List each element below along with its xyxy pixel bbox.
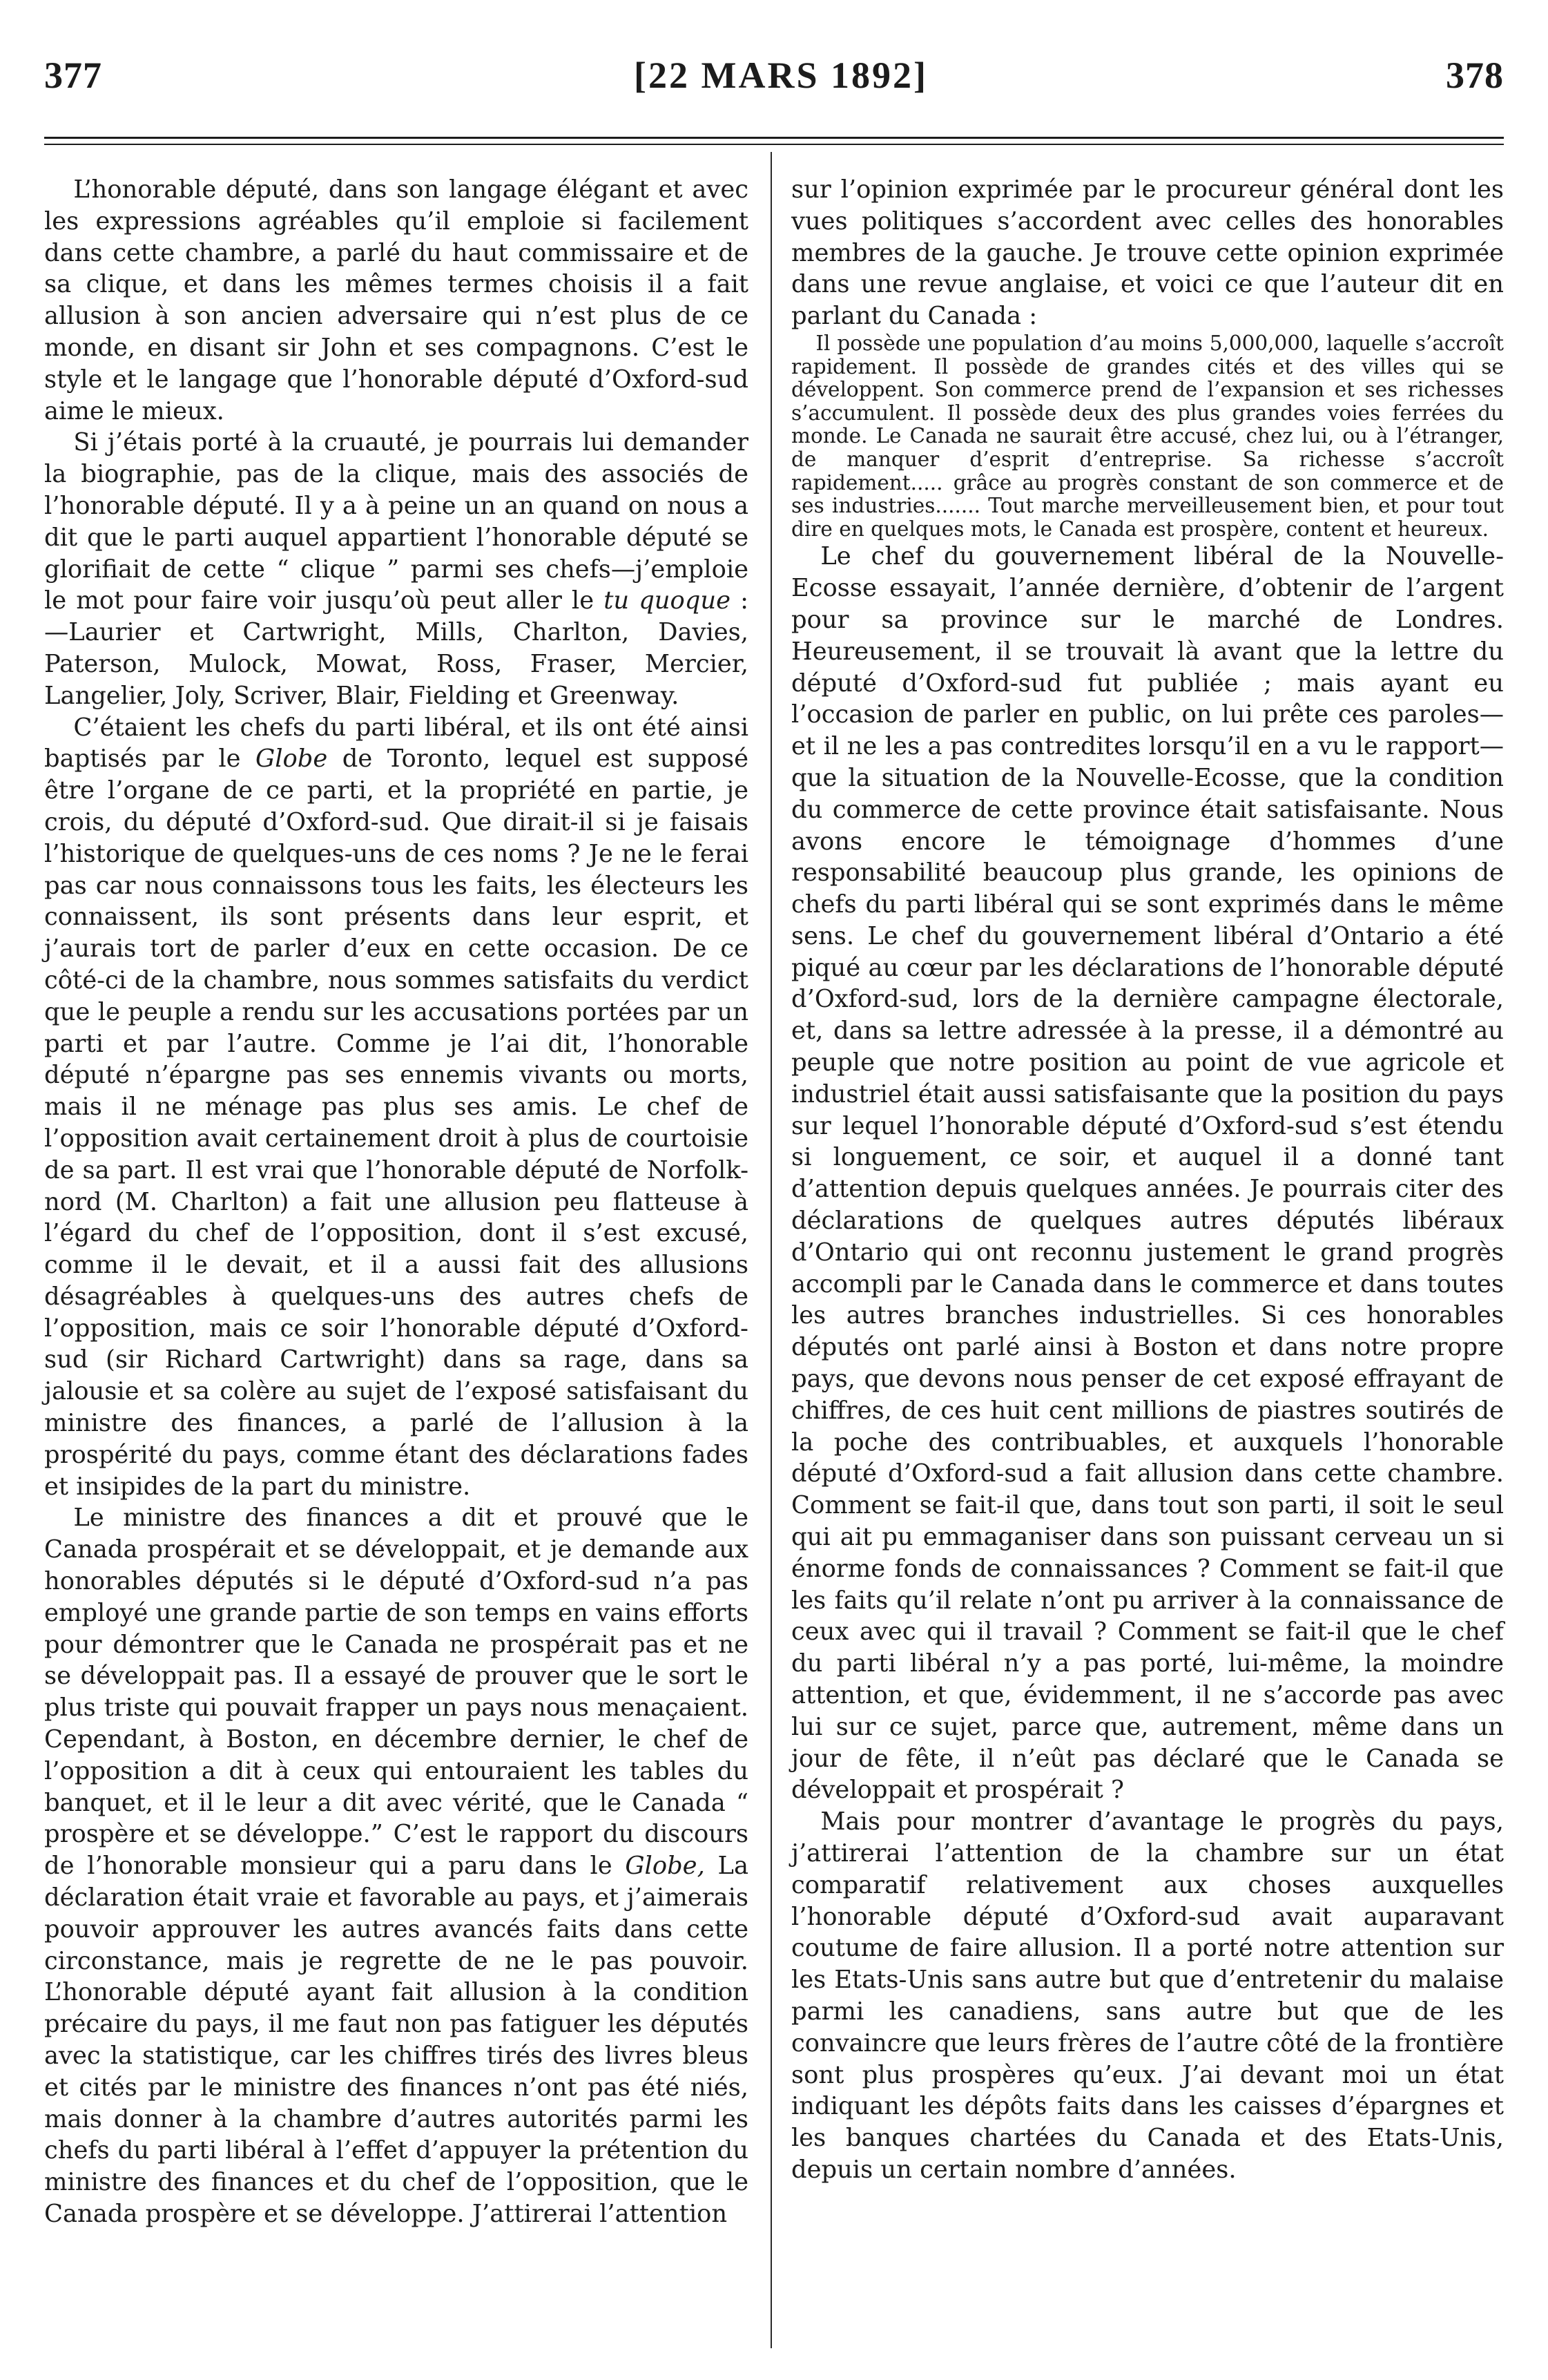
paragraph-text: :—Laurier et Cartwright, Mills, Charlton, Davies, Paterson, Mulock, Mowat, Ross, Fraser, Mercier, Langelier, Joly, Scriver, Blair, Fielding et Greenway. bbox=[44, 586, 748, 710]
paragraph bbox=[44, 427, 748, 711]
header-rule bbox=[44, 137, 1504, 139]
column-divider bbox=[771, 152, 772, 2348]
paragraph: L’honorable député, dans son langage élégant et avec les expressions agréables qu’il emploie si facilement dans cette chambre, a parlé du haut commissaire et de sa clique, et dans les mêmes termes choisis il a fait allusion à son ancien adversaire qui n’est plus de ce monde, en disant sir John et ses compagnons. C’est le style et le langage que l’honorable député d’Oxford-sud aime le mieux. bbox=[44, 175, 748, 425]
paragraph-text: Le ministre des finances a dit et prouvé que le Canada prospérait et se développait, et je demande aux honorables députés si le député d’Oxford-sud n’a pas employé une grande partie de son temps en vains efforts pour démontrer que le Canada ne prospérait pas et ne se développait pas. Il a essayé de prouver que le sort le plus triste qui pouvait frapper un pays nous menaçaient. Cependant, à Boston, en décembre dernier, le chef de l’opposition a dit à ceux qui entouraient les tables du banquet, et il le leur a dit avec vérité, que le Canada “ prospère et se développe.” C’est le rapport du discours de l’honorable monsieur qui a paru dans le bbox=[44, 1504, 748, 1881]
paragraph: sur l’opinion exprimée par le procureur général dont les vues politiques s’accordent avec celles des honorables membres de la gauche. Je trouve cette opinion exprimée dans une revue anglaise, et voici ce que l’auteur dit en parlant du Canada : bbox=[791, 175, 1504, 331]
paragraph bbox=[44, 712, 748, 1503]
paragraph-text: de Toronto, lequel est supposé être l’organe de ce parti, et la propriété en partie, je crois, du député d’Oxford-sud. Que dirait-il si je faisais l’historique de quelques-uns de ces noms ? Je ne le ferai pas car nous connaissons tous les faits, les électeurs les connaissent, ils sont présents dans leur esprit, et j’aurais tort de parler d’eux en cette occasion. De ce côté-ci de la chambre, nous sommes satisfaits du verdict que le peuple a rendu sur les accusations portées par un parti et par l’autre. Comme je l’ai dit, l’honorable député n’épargne pas ses ennemis vivants ou morts, mais il ne ménage pas plus ses amis. Le chef de l’opposition avait certainement droit à plus de courtoisie de sa part. Il est vrai que l’honorable député de Norfolk-nord (M. Charlton) a fait une allusion peu flatteuse à l’égard du chef de l’opposition, dont il s’est excusé, comme il le devait, et il a aussi fait des allusions désagréables à quelques-uns des autres chefs de l’opposition, mais ce soir l’honorable député d’Oxford-sud (sir Richard Cartwright) dans sa rage, dans sa jalousie et sa colère au sujet de l’exposé satisfaisant du ministre des finances, a parlé de l’allusion à la prospérité du pays, comme étant des déclarations fades et insipides de la part du ministre. bbox=[44, 745, 748, 1501]
newspaper-name: Globe bbox=[255, 745, 328, 774]
page-number-left: 377 bbox=[44, 55, 102, 96]
paragraph-text: Si j’étais porté à la cruauté, je pourrais lui demander la biographie, pas de la clique, mais des associés de l’honorable député. Il y a à peine un an quand on nous a dit que le parti auquel appartient l’honorable député se glorifiait de cette “ clique ” parmi ses chefs—j’emploie le mot pour faire voir jusqu’où peut aller le bbox=[44, 428, 748, 615]
page-date-header: [22 MARS 1892] bbox=[634, 55, 928, 96]
paragraph-text: C’étaient les chefs du parti libéral, et ils ont été ainsi baptisés par le bbox=[44, 713, 748, 774]
paragraph: Le chef du gouvernement libéral de la Nouvelle-Ecosse essayait, l’année dernière, d’obtenir de l’argent pour sa province sur le marché de Londres. Heureusement, il se trouvait là avant que la lettre du député d’Oxford-sud fut publiée ; mais ayant eu l’occasion de parler en public, on lui prête ces paroles—et il ne les a pas contredites lorsqu’il en a vu le rapport—que la situation de la Nouvelle-Ecosse, que la condition du commerce de cette province était satisfaisante. Nous avons encore le témoignage d’hommes d’une responsabilité beaucoup plus grande, les opinions de chefs du parti libéral qui se sont exprimés dans le même sens. Le chef du gouvernement libéral d’Ontario a été piqué au cœur par les déclarations de l’honorable député d’Oxford-sud, lors de la dernière campagne électorale, et, dans sa lettre adressée à la presse, il a démontré au peuple que notre position au point de vue agricole et industriel était aussi satisfaisante que la position du pays sur lequel l’honorable député d’Oxford-sud s’est étendu si longuement, ce soir, et auquel il a donné tant d’attention depuis quelques années. Je pourrais citer des déclarations de quelques autres députés libéraux d’Ontario qui ont reconnu justement le grand progrès accompli par le Canada dans le commerce et dans toutes les autres branches industrielles. Si ces honorables députés ont parlé ainsi à Boston et dans notre propre pays, que devons nous penser de cet exposé effrayant de chiffres, de ces huit cent millions de piastres soutirés de la poche des contribuables, et auxquels l’honorable député d’Oxford-sud a fait allusion dans cette chambre. Comment se fait-il que, dans tout son parti, il soit le seul qui ait pu emmaganiser dans son puissant cerveau un si énorme fonds de connaissances ? Comment se fait-il que les faits qu’il relate n’ont pu arriver à la connaissance de ceux avec qui il travail ? Comment se fait-il que le chef du parti libéral n’y a pas porté, lui-même, la moindre attention, et que, évidemment, il ne s’accorde pas avec lui sur ce sujet, parce que, autrement, même dans un jour de fête, il n’eût pas déclaré que le Canada se développait et prospérait ? bbox=[791, 542, 1504, 1805]
paragraph bbox=[44, 1502, 748, 2229]
left-column bbox=[44, 174, 748, 2230]
paragraph-text: La déclaration était vraie et favorable au pays, et j’aimerais pouvoir approuver les autres avancés faits dans cette circonstance, mais je regrette de ne le pas pouvoir. L’honorable député ayant fait allusion à la condition précaire du pays, il me faut non pas fatiguer les députés avec la statistique, car les chiffres tirés des livres bleus et cités par le ministre des finances n’ont pas été niés, mais donner à la chambre d’autres autorités parmi les chefs du parti libéral à l’effet d’appuyer la prétention du ministre des finances et du chef de l’opposition, que le Canada prospère et se développe. J’attirerai l’attention bbox=[44, 1852, 749, 2228]
right-column bbox=[791, 174, 1504, 2186]
paragraph: Mais pour montrer d’avantage le progrès du pays, j’attirerai l’attention de la chambre sur un état comparatif relativement aux choses auxquelles l’honorable député d’Oxford-sud avait auparavant coutume de faire allusion. Il a porté notre attention sur les Etats-Unis sans autre but que d’entretenir du malaise parmi les canadiens, sans autre but que de les convaincre que leurs frères de l’autre côté de la frontière sont plus prospères qu’eux. J’ai devant moi un état indiquant les dépôts faits dans les caisses d’épargnes et les banques chartées du Canada et des Etats-Unis, depuis un certain nombre d’années. bbox=[791, 1807, 1504, 2184]
latin-phrase: tu quoque bbox=[603, 586, 731, 615]
block-quote: Il possède une population d’au moins 5,000,000, laquelle s’accroît rapidement. Il possède de grandes cités et des villes qui se développent. Son commerce prend de l’expansion et ses richesses s’accumulent. Il possède deux des plus grandes voies ferrées du monde. Le Canada ne saurait être accusé, chez lui, ou à l’étranger, de manquer d’esprit d’entreprise. Sa richesse s’accroît rapidement..... grâce au progrès constant de son commerce et de ses industries....... Tout marche merveilleusement bien, et pour tout dire en quelques mots, le Canada est prospère, content et heureux. bbox=[791, 331, 1504, 541]
newspaper-name: Globe, bbox=[625, 1852, 705, 1881]
header-rule-thin bbox=[44, 144, 1504, 145]
page-number-right: 378 bbox=[1446, 55, 1504, 96]
